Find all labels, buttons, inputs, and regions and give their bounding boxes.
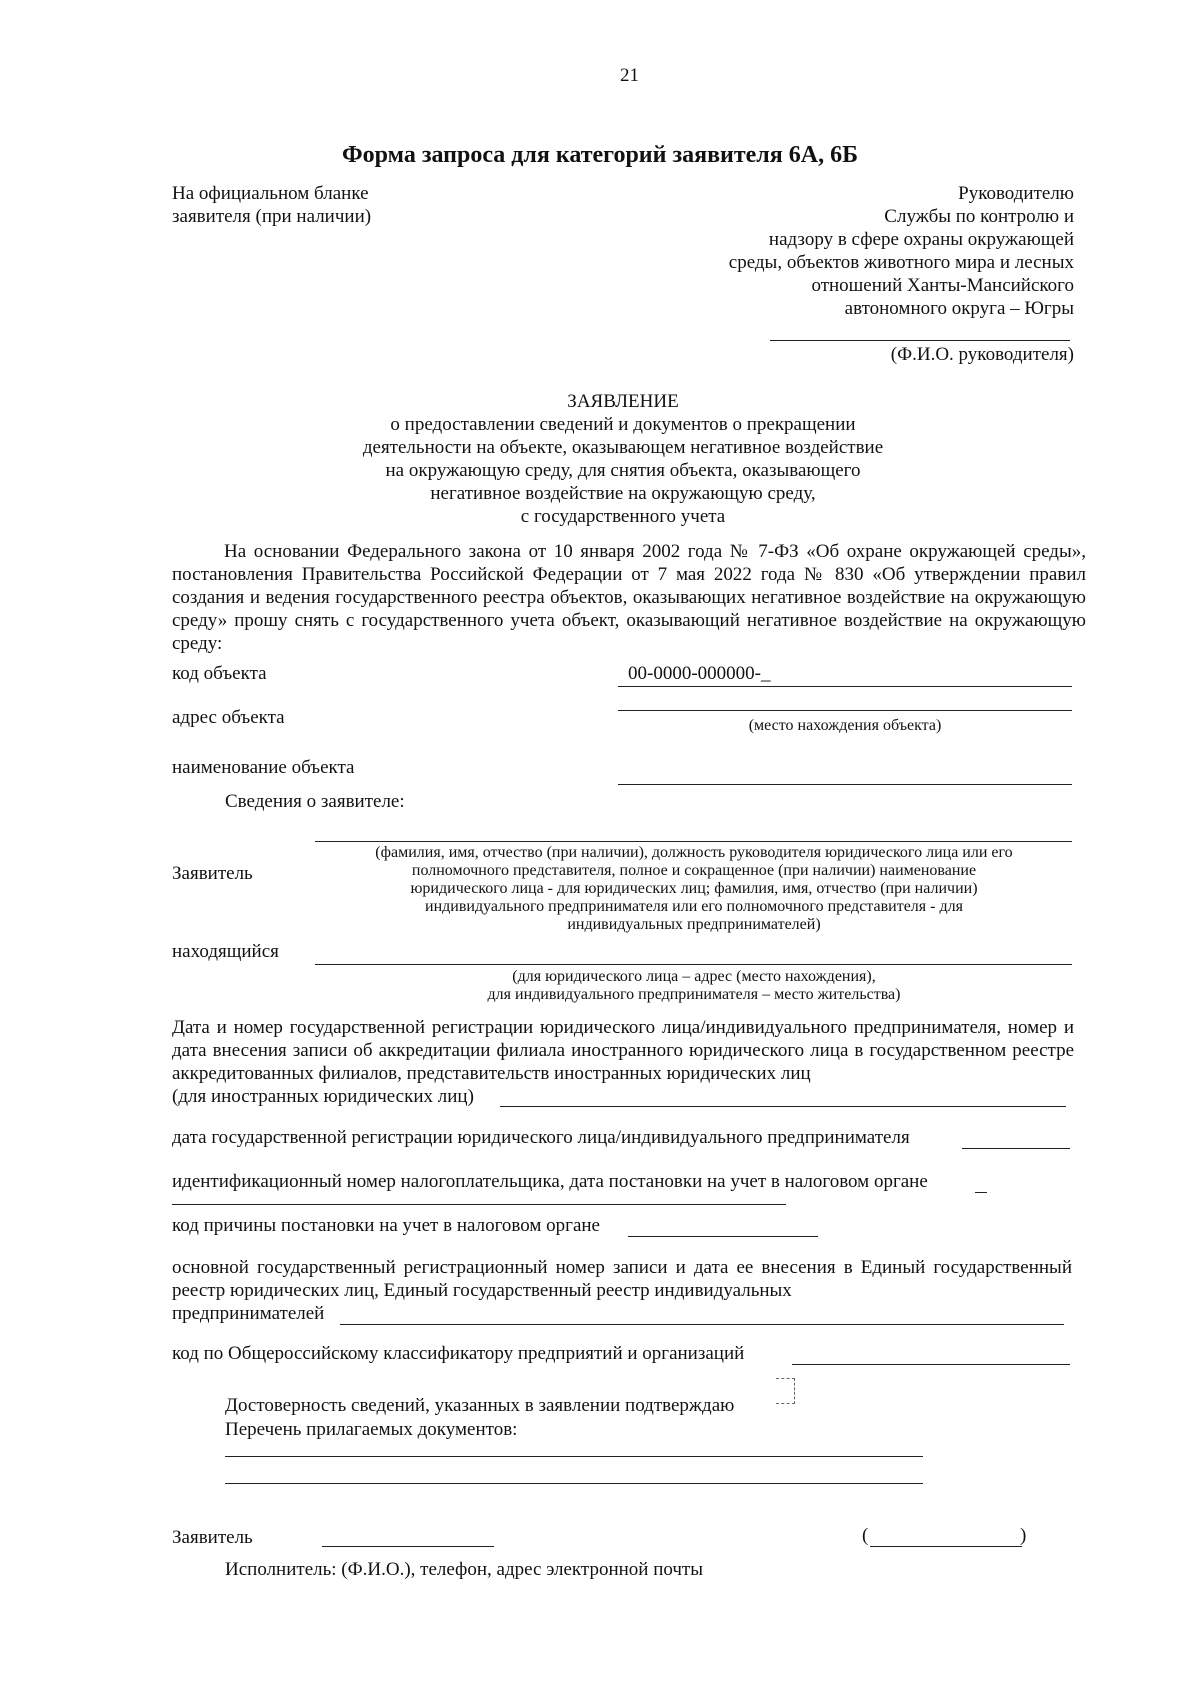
- applicant-line[interactable]: [315, 841, 1072, 842]
- object-name-line[interactable]: [618, 784, 1072, 785]
- object-code-value[interactable]: 00-0000-000000-_: [628, 663, 771, 684]
- signature-line[interactable]: [322, 1546, 494, 1547]
- open-paren: (: [862, 1525, 869, 1546]
- signature-label: Заявитель: [172, 1527, 253, 1548]
- attachments-line-2[interactable]: [225, 1483, 923, 1484]
- executor-label: Исполнитель: (Ф.И.О.), телефон, адрес электронной почты: [225, 1559, 704, 1580]
- object-code-label: код объекта: [172, 663, 267, 684]
- head-fio-caption: (Ф.И.О. руководителя): [890, 344, 1074, 365]
- confirm-checkbox[interactable]: [776, 1378, 795, 1404]
- applicant-caption-2: полномочного представителя, полное и сокращенное (при наличии) наименование: [411, 862, 977, 879]
- object-address-label: адрес объекта: [172, 707, 285, 728]
- located-label: находящийся: [172, 941, 279, 962]
- reg-date-line[interactable]: [962, 1148, 1070, 1149]
- located-caption-2: для индивидуального предпринимателя – место жительства): [487, 986, 901, 1003]
- attachments-line-1[interactable]: [225, 1456, 923, 1457]
- statement-title: ЗАЯВЛЕНИЕ: [567, 391, 679, 412]
- addressee-line-3: надзору в сфере охраны окружающей: [768, 229, 1074, 250]
- addressee-line-2: Службы по контролю и: [884, 206, 1074, 227]
- applicant-caption-3: юридического лица - для юридических лиц; фамилия, имя, отчество (при наличии): [410, 880, 978, 897]
- close-paren: ): [1020, 1525, 1027, 1546]
- statement-subtitle-5: с государственного учета: [520, 506, 726, 527]
- page-number: 21: [620, 65, 639, 86]
- statement-subtitle-1: о предоставлении сведений и документов о прекращении: [390, 414, 856, 435]
- statement-subtitle-3: на окружающую среду, для снятия объекта, оказывающего: [385, 460, 861, 481]
- applicant-label: Заявитель: [172, 863, 253, 884]
- letterhead-line-2: заявителя (при наличии): [172, 206, 372, 227]
- object-address-line[interactable]: [618, 710, 1072, 711]
- object-address-caption: (место нахождения объекта): [748, 717, 942, 734]
- registration-line[interactable]: [500, 1106, 1066, 1107]
- object-code-line: [618, 686, 1072, 687]
- okpo-label: код по Общероссийскому классификатору предприятий и организаций: [172, 1343, 745, 1364]
- intro-paragraph: На основании Федерального закона от 10 января 2002 года № 7-ФЗ «Об охране окружающей среды», постановления Правительства Российской Федерации от 7 мая 2022 года № 830 «Об утверждении правил создания и ведения государственного реестра объектов, оказывающих негативное воздействие на окружающую среду» прошу снять с государственного учета объект, оказывающий негативное воздействие на окружающую среду:: [172, 541, 1086, 654]
- registration-paragraph: Дата и номер государственной регистрации юридического лица/индивидуального предпринимателя, номер и дата внесения записи об аккредитации филиала иностранного юридического лица в государственном реестре аккредитованных филиалов, представительств иностранных юридических лиц: [172, 1017, 1074, 1084]
- confirm-label: Достоверность сведений, указанных в заявлении подтверждаю: [225, 1395, 735, 1416]
- addressee-line-5: отношений Ханты-Мансийского: [811, 275, 1074, 296]
- letterhead-line-1: На официальном бланке: [172, 183, 369, 204]
- addressee-line-4: среды, объектов животного мира и лесных: [728, 252, 1074, 273]
- registration-last-line: (для иностранных юридических лиц): [172, 1086, 474, 1107]
- attachments-label: Перечень прилагаемых документов:: [225, 1419, 518, 1440]
- inn-label: идентификационный номер налогоплательщика, дата постановки на учет в налоговом органе: [172, 1171, 928, 1192]
- applicant-caption-1: (фамилия, имя, отчество (при наличии), должность руководителя юридического лица или его: [375, 844, 1013, 861]
- form-title: Форма запроса для категорий заявителя 6А, 6Б: [342, 142, 858, 168]
- applicant-caption-5: индивидуальных предпринимателей): [567, 916, 821, 933]
- kpp-label: код причины постановки на учет в налоговом органе: [172, 1215, 600, 1236]
- object-name-label: наименование объекта: [172, 757, 355, 778]
- reg-date-label: дата государственной регистрации юридического лица/индивидуального предпринимателя: [172, 1127, 910, 1148]
- kpp-line[interactable]: [628, 1236, 818, 1237]
- located-line[interactable]: [315, 964, 1072, 965]
- addressee-line-1: Руководителю: [958, 183, 1074, 204]
- ogrn-line[interactable]: [340, 1324, 1064, 1325]
- applicant-caption-4: индивидуального предпринимателя или его полномочного представителя - для: [425, 898, 963, 915]
- statement-subtitle-4: негативное воздействие на окружающую среду,: [430, 483, 816, 504]
- head-fio-line[interactable]: [770, 340, 1070, 341]
- ogrn-paragraph: основной государственный регистрационный номер записи и дата ее внесения в Единый государственный реестр юридических лиц, Единый государственный реестр индивидуальных: [172, 1257, 1072, 1301]
- located-caption-1: (для юридического лица – адрес (место нахождения),: [512, 968, 876, 985]
- statement-subtitle-2: деятельности на объекте, оказывающем негативное воздействие: [362, 437, 884, 458]
- addressee-line-6: автономного округа – Югры: [844, 298, 1074, 319]
- okpo-line[interactable]: [792, 1364, 1070, 1365]
- applicant-info-label: Сведения о заявителе:: [225, 791, 405, 812]
- inn-line[interactable]: [172, 1204, 786, 1205]
- inn-line-end: [975, 1192, 987, 1193]
- signature-name-line[interactable]: [870, 1546, 1022, 1547]
- ogrn-last-line: предпринимателей: [172, 1303, 325, 1324]
